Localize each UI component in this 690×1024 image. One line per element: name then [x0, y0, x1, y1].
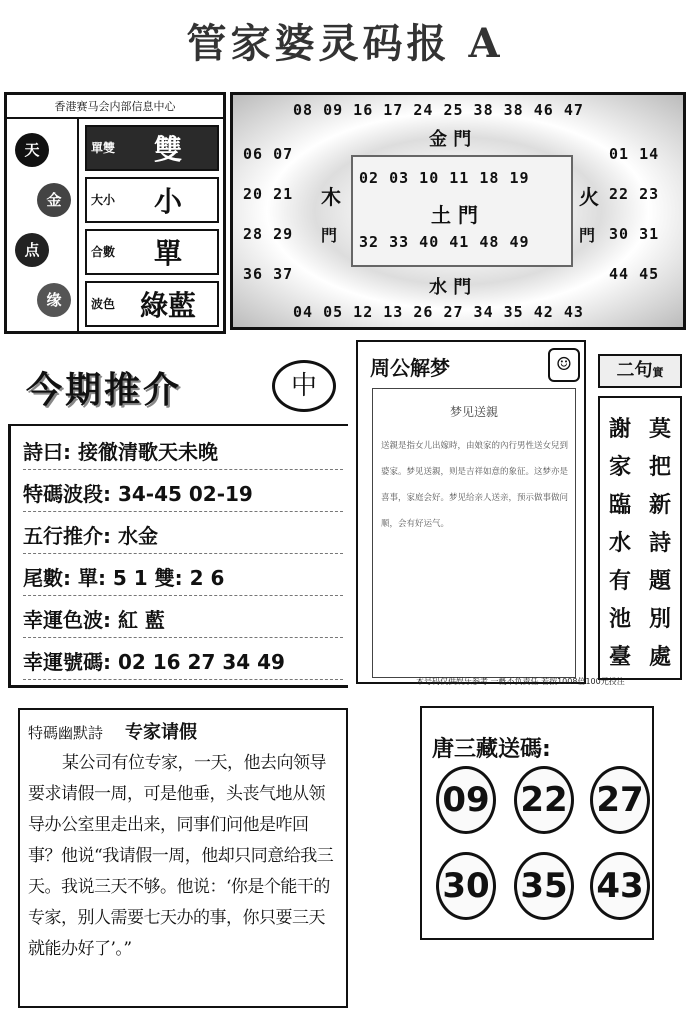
- poem-title: [598, 354, 682, 388]
- footer-note: 本号码仅供娱乐参考 一概不负责任 若按1008倍100元投注: [416, 677, 625, 686]
- big-small-row: [85, 177, 219, 223]
- number-ball: 30: [436, 852, 496, 920]
- recommend-row-color: 幸運色波: 紅 藍: [23, 602, 343, 638]
- dream-text: 送親是指女儿出嫁時，由娘家的內行男性送女兒到婆家。梦见送親，则是吉祥如意的象征。这梦亦是喜事，家庭会好。梦见给亲人送亲，预示做事做问顺，会有好运气。: [381, 441, 569, 529]
- center-bottom-numbers: 32 33 40 41 48 49: [359, 233, 530, 251]
- earth-door-label: 土 門: [431, 203, 478, 227]
- earth-center-box: [351, 155, 573, 267]
- left-numbers-2: 20 21: [243, 185, 294, 203]
- poem-column-1: 莫把新詩題別處: [649, 416, 672, 670]
- joke-header: [28, 718, 338, 744]
- five-elements-grid: [230, 92, 686, 330]
- recommend-list: [8, 424, 348, 688]
- water-door-label: 水 門: [429, 277, 472, 298]
- number-ball: 35: [514, 852, 574, 920]
- sum-row: [85, 229, 219, 275]
- right-numbers-1: 01 14: [609, 145, 660, 163]
- top-numbers: 08 09 16 17 24 25 38 38 46 47: [293, 101, 584, 119]
- number-ball: 27: [590, 766, 650, 834]
- sum-value: 單: [153, 237, 182, 270]
- logo-icon: 中: [272, 360, 336, 412]
- joke-panel: [18, 708, 348, 1008]
- tang-title: 唐三藏送碼:: [432, 737, 551, 762]
- panel-header: 香港赛马会内部信息中心: [7, 95, 223, 119]
- odd-even-row: [85, 125, 219, 171]
- attribute-panel: [4, 92, 226, 334]
- recommend-row-tail: 尾數: 單: 5 1 雙: 2 6: [23, 560, 343, 596]
- poem-column-2: 謝家臨水有池臺: [609, 416, 632, 670]
- big-small-value: 小: [153, 185, 182, 218]
- tang-panel: [420, 706, 654, 940]
- joke-label: 特碼幽默詩: [28, 724, 104, 742]
- left-numbers-4: 36 37: [243, 265, 294, 283]
- recommend-row-lucky: 幸運號碼: 02 16 27 34 49: [23, 644, 343, 680]
- number-ball: 09: [436, 766, 496, 834]
- badge-dian: 点: [15, 233, 49, 267]
- wood-label: 木: [321, 185, 341, 209]
- poem-panel: [594, 348, 686, 684]
- recommend-panel: [8, 352, 348, 692]
- poem-title-text: 二句: [616, 360, 653, 381]
- odd-even-value: 雙: [153, 133, 182, 166]
- wood-door: 門: [321, 226, 338, 245]
- badge-tian: 天: [15, 133, 49, 167]
- bottom-numbers: 04 05 12 13 26 27 34 35 42 43: [293, 303, 584, 321]
- odd-even-key: 單雙: [90, 140, 115, 155]
- badge-jin: 金: [37, 183, 71, 217]
- big-small-key: 大小: [90, 192, 115, 207]
- figure-icon: ☺: [548, 348, 580, 382]
- dream-subtitle: 梦见送親: [449, 405, 498, 419]
- poem-title-suffix: 實: [652, 366, 664, 379]
- gold-door-label: 金 門: [429, 129, 472, 150]
- badge-column: [7, 119, 79, 331]
- dream-panel: [356, 340, 586, 684]
- right-numbers-2: 22 23: [609, 185, 660, 203]
- fire-door: 門: [579, 226, 596, 245]
- wave-color-value: 綠藍: [139, 289, 196, 322]
- fire-label: 火: [579, 185, 599, 209]
- wave-color-row: [85, 281, 219, 327]
- left-numbers-3: 28 29: [243, 225, 294, 243]
- center-top-numbers: 02 03 10 11 18 19: [359, 169, 530, 187]
- wave-color-key: 波色: [90, 296, 115, 311]
- right-numbers-4: 44 45: [609, 265, 660, 283]
- dream-content: [372, 388, 576, 678]
- page-title: 管家婆灵码报 A: [186, 20, 504, 67]
- joke-title: 专家请假: [125, 722, 198, 743]
- number-ball: 43: [590, 852, 650, 920]
- joke-text: 某公司有位专家，一天，他去向领导要求请假一周，可是他垂，头丧气地从领导办公室里走出来，同事们问他是咋回事？他说“我请假一周，他却只同意给我三天。我说三天不够。他说：‘你是个能干的专家，别人需要七天办的事，你只要三天就能办好了’。”: [28, 753, 334, 959]
- recommend-row-elements: 五行推介: 水金: [23, 518, 343, 554]
- left-numbers-1: 06 07: [243, 145, 294, 163]
- dream-title: 周公解梦: [370, 356, 450, 380]
- recommend-row-poem: 詩曰: 接徹清歌天未晚: [23, 434, 343, 470]
- badge-yuan: 缘: [37, 283, 71, 317]
- recommend-title: 今期推介: [26, 370, 183, 411]
- right-numbers-3: 30 31: [609, 225, 660, 243]
- recommend-row-segment: 特碼波段: 34-45 02-19: [23, 476, 343, 512]
- number-ball: 22: [514, 766, 574, 834]
- poem-body: [598, 396, 682, 680]
- sum-key: 合數: [90, 244, 115, 259]
